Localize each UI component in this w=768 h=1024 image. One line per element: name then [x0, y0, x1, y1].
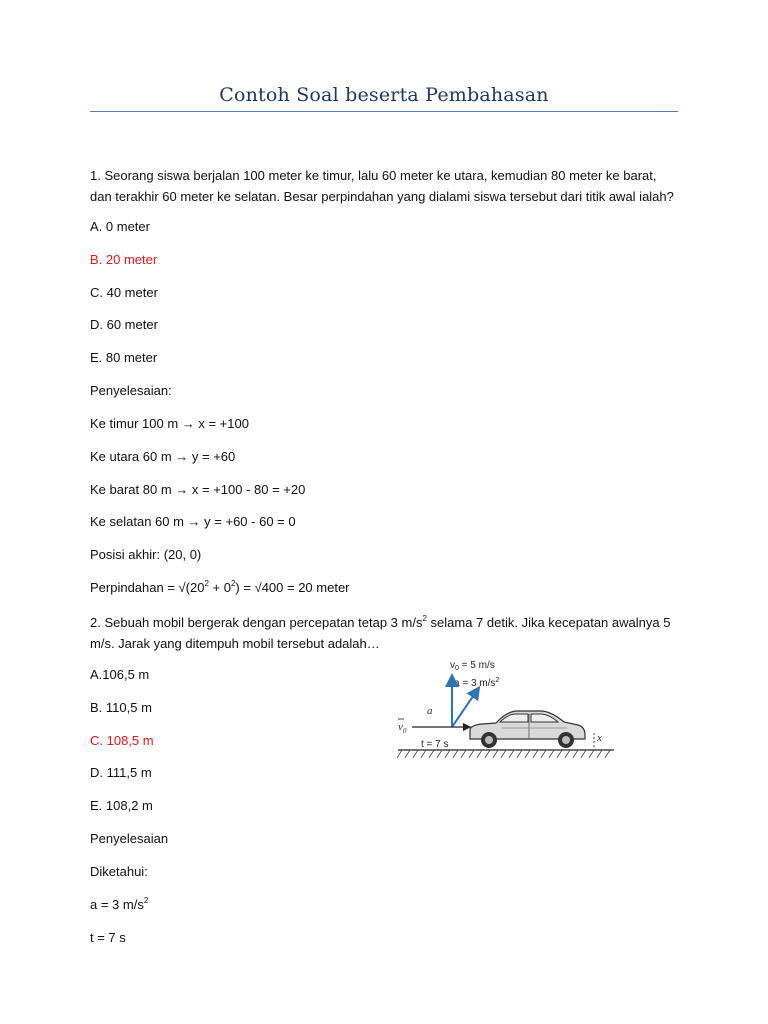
question-2-text: 2. Sebuah mobil bergerak dengan percepatan tetap 3 $m/s^2$ selama 7 detik. Jika kecepatan awalnya 5 m/s. Jarak yang ditempuh mobil tersebut adalah…: [90, 613, 671, 651]
q2-option-e: E. 108,2 m: [90, 798, 153, 813]
q1-displacement-result: Perpindahan = $√(20^2 + 0^2) = √400 = 20$ meter: [90, 578, 350, 595]
question-1-text: 1. Seorang siswa berjalan 100 meter ke timur, lalu 60 meter ke utara, kemudian 80 meter ke barat, dan terakhir 60 meter ke selatan. Besar perpindahan yang dialami siswa tersebut dari titik awal ialah?: [90, 168, 674, 204]
a-symbol: a: [427, 705, 433, 717]
q1-option-d: D. 60 meter: [90, 317, 158, 332]
q1-step-west: Ke barat 80 m → x = +100 - 80 = +20: [90, 482, 306, 497]
q1-option-e: E. 80 meter: [90, 350, 158, 365]
page-title: Contoh Soal beserta Pembahasan: [219, 84, 549, 106]
q2-option-c-answer: C. 108,5 m: [90, 733, 154, 748]
car-illustration: [470, 711, 585, 748]
q2-given-acceleration: a = 3 $m/s^2$: [90, 895, 149, 912]
q1-option-c: C. 40 meter: [90, 285, 158, 300]
title-divider: [90, 111, 678, 112]
x-symbol: x: [597, 732, 602, 744]
diagonal-arrow: [452, 689, 478, 727]
q2-option-a: A.106,5 m: [90, 667, 150, 682]
q2-solution-label: Penyelesaian: [90, 831, 169, 846]
q1-option-b-answer: B. 20 meter: [90, 252, 158, 267]
v0-symbol: $v_0$: [398, 721, 407, 735]
v0-label: $v_0 = 5$ m/s: [450, 660, 495, 672]
q1-option-a: A. 0 meter: [90, 219, 150, 234]
q2-option-b: B. 110,5 m: [90, 700, 152, 715]
acceleration-label: a = 3 $m/s^2$: [454, 677, 500, 689]
q1-final-position: Posisi akhir: (20, 0): [90, 547, 202, 562]
q2-option-d: D. 111,5 m: [90, 765, 152, 780]
car-motion-diagram: [392, 655, 622, 770]
q1-step-south: Ke selatan 60 m → y = +60 - 60 = 0: [90, 514, 296, 529]
ground-line: [397, 750, 614, 758]
q2-given-time: t = 7 s: [90, 930, 126, 945]
q2-given-label: Diketahui:: [90, 864, 148, 879]
q1-step-east: Ke timur 100 m → x = +100: [90, 416, 249, 431]
time-label: t = 7 s: [421, 739, 449, 750]
q1-solution-label: Penyelesaian:: [90, 383, 172, 398]
q1-step-north: Ke utara 60 m → y = +60: [90, 449, 236, 464]
